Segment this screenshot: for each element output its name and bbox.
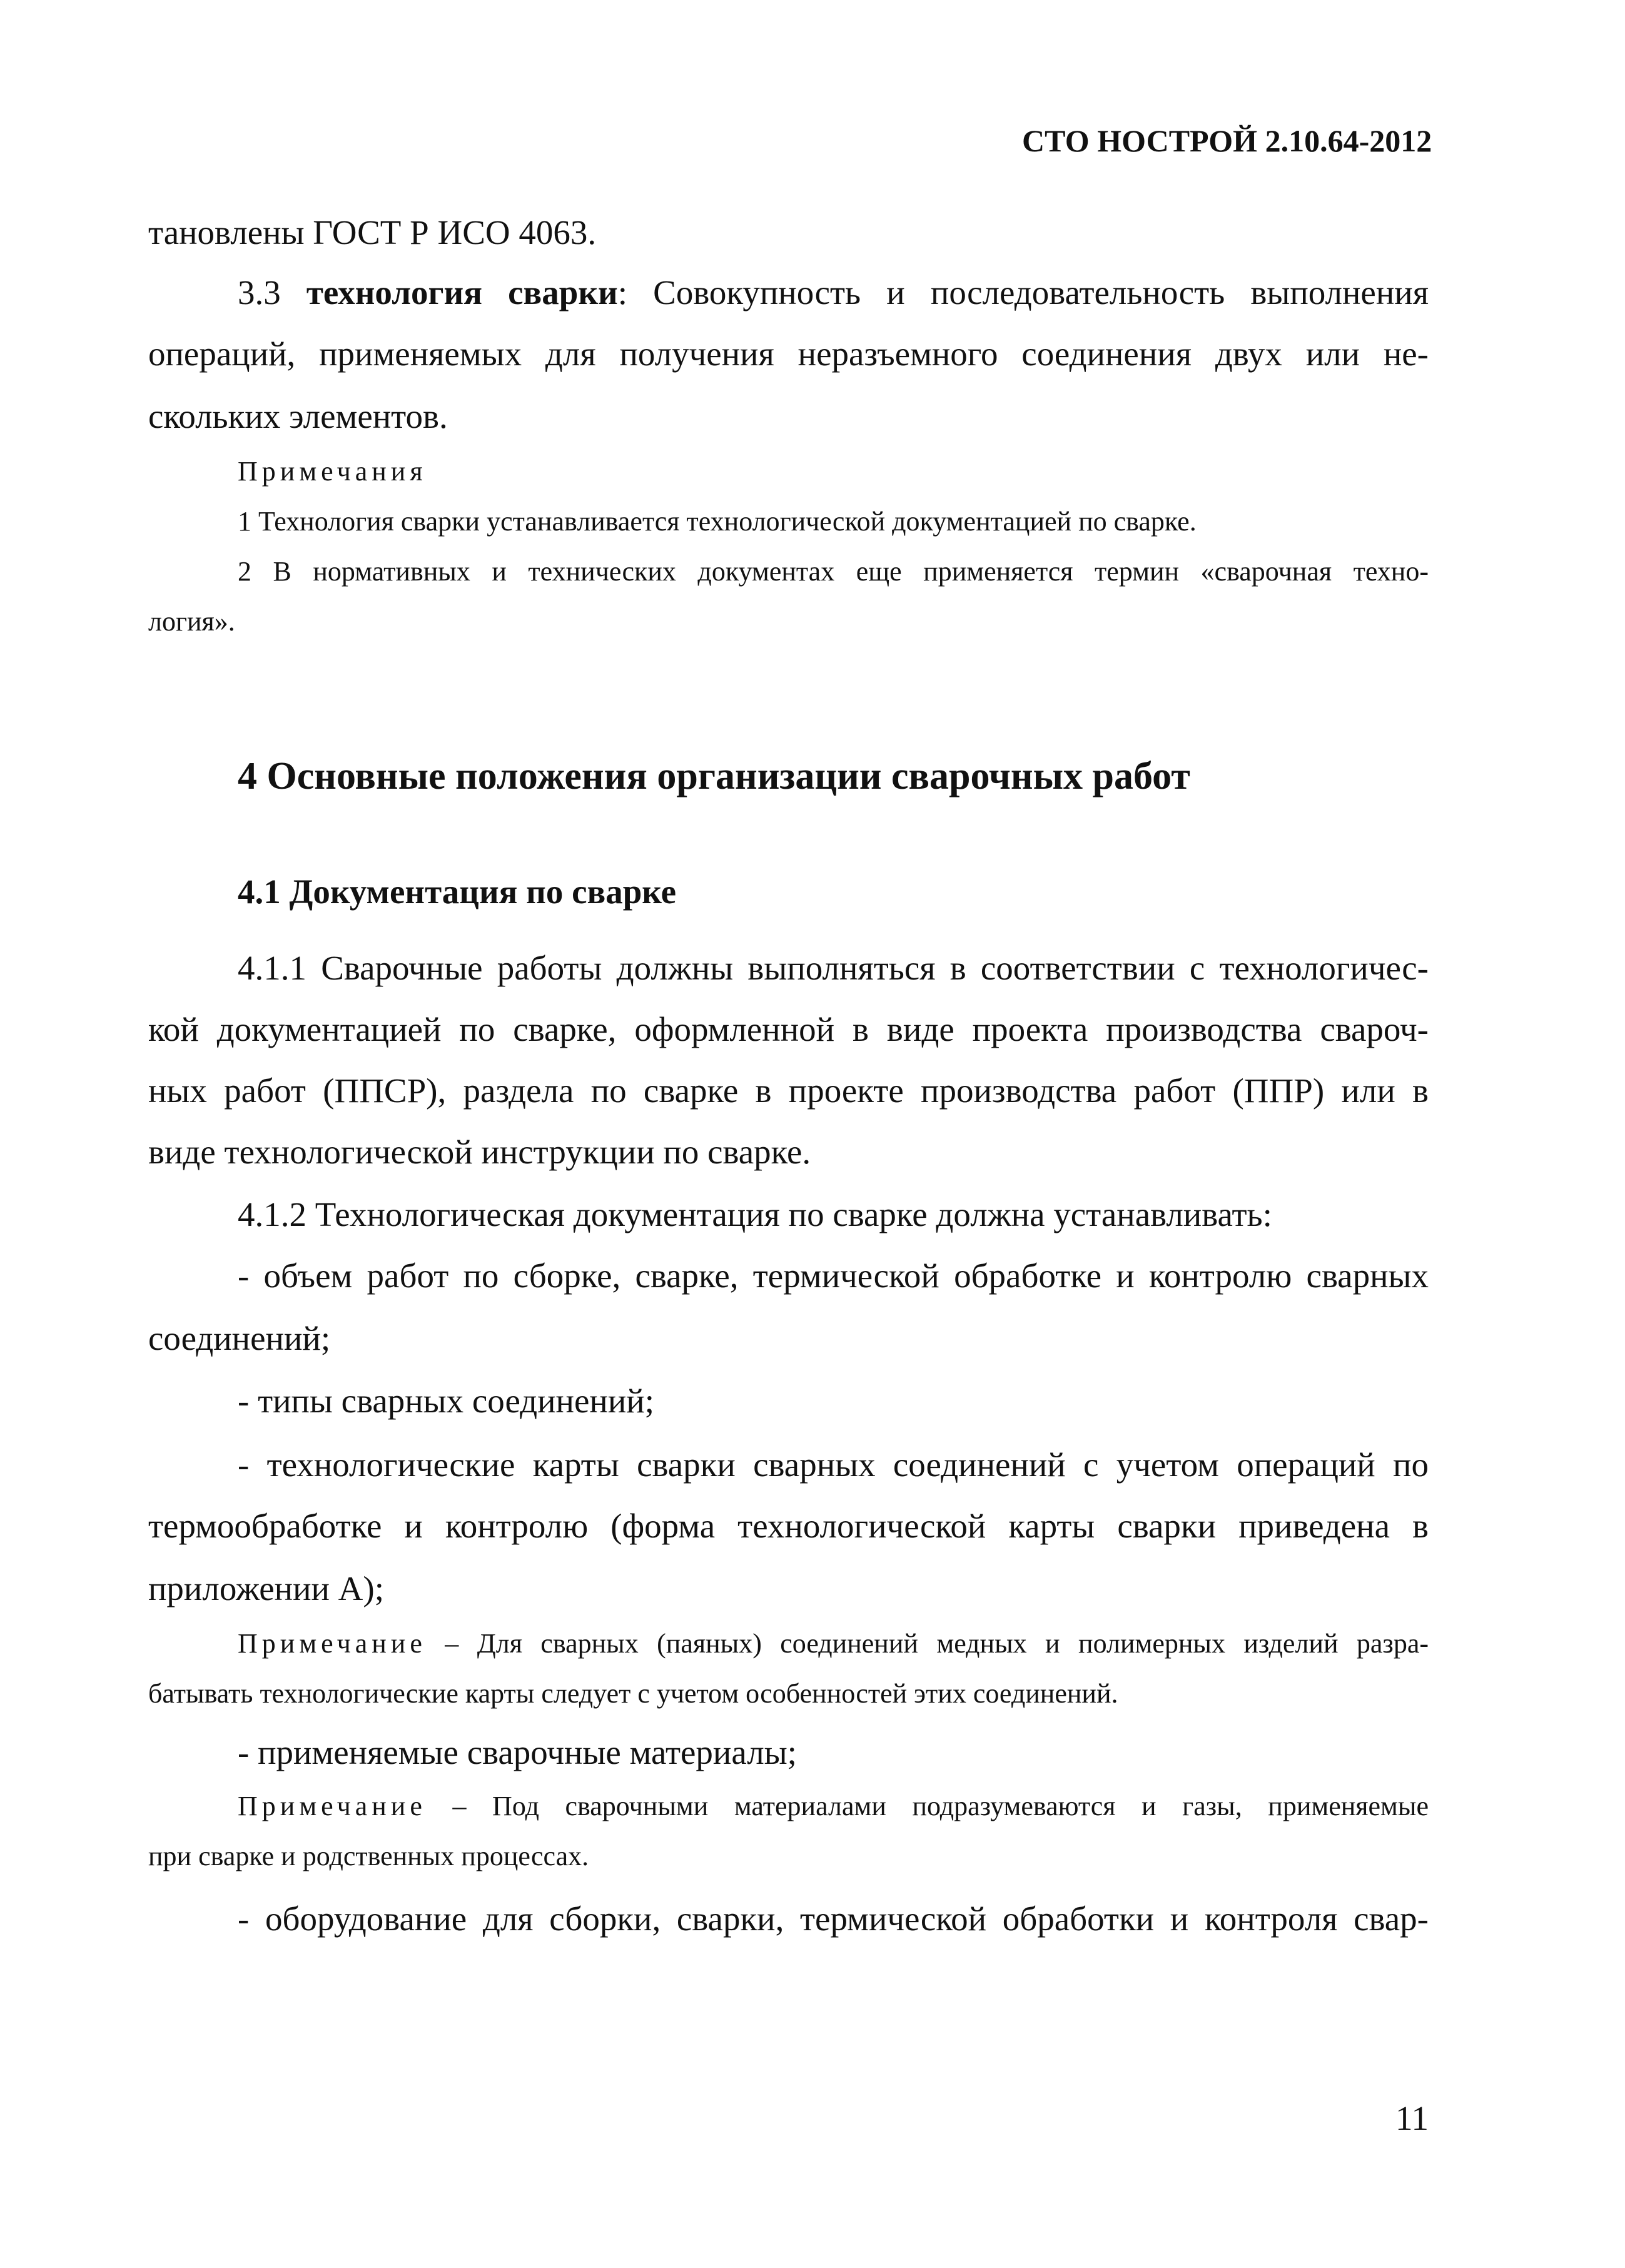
note-text: – Для сварных (паяных) соединений медных и полимерных изделий разра-	[426, 1628, 1429, 1659]
list-item-line: - оборудование для сборки, сварки, термической обработки и контроля свар-	[238, 1900, 1429, 1938]
subsection-heading: 4.1 Документация по сварке	[238, 873, 677, 911]
list-item: - применяемые сварочные материалы;	[238, 1733, 797, 1771]
note-line: батывать технологические карты следует с учетом особенностей этих соединений.	[148, 1678, 1118, 1709]
note-line: 1 Технология сварки устанавливается технологической документацией по сварке.	[238, 506, 1197, 537]
list-item-line: приложении А);	[148, 1569, 384, 1607]
text-line: 4.1.2 Технологическая документация по сварке должна устанавливать:	[238, 1195, 1272, 1233]
section-heading: 4 Основные положения организации сварочных работ	[238, 755, 1190, 797]
term-definition: : Совокупность и последовательность выполнения	[617, 273, 1429, 311]
list-item-line: - технологические карты сварки сварных соединений с учетом операций по	[238, 1445, 1429, 1484]
list-item: - типы сварных соединений;	[238, 1382, 654, 1420]
note-text: – Под сварочными материалами подразумеваются и газы, применяемые	[426, 1791, 1429, 1821]
text-line: скольких элементов.	[148, 397, 448, 435]
note-line	[238, 1790, 1429, 1822]
note-line: при сварке и родственных процессах.	[148, 1841, 589, 1871]
note-line: логия».	[148, 606, 235, 637]
page-number: 11	[1395, 2099, 1429, 2137]
term-number: 3.3	[238, 273, 281, 311]
document-header: СТО НОСТРОЙ 2.10.64-2012	[1022, 123, 1432, 158]
list-item-line: - объем работ по сборке, сварке, термической обработке и контролю сварных	[238, 1257, 1429, 1295]
text-line: 4.1.1 Сварочные работы должны выполняться в соответствии с технологичес-	[238, 949, 1429, 987]
paragraph-3-3-line-1	[238, 273, 1429, 312]
term-name: технология сварки	[306, 273, 618, 311]
note-line: 2 В нормативных и технических документах еще применяется термин «сварочная техно-	[238, 556, 1429, 587]
note-label: Примечание	[238, 1791, 427, 1821]
text-line: тановлены ГОСТ Р ИСО 4063.	[148, 213, 597, 251]
note-line	[238, 1628, 1429, 1659]
text-line: ных работ (ППСР), раздела по сварке в проекте производства работ (ППР) или в	[148, 1071, 1429, 1110]
text-line: виде технологической инструкции по сварке.	[148, 1133, 811, 1171]
text-line: операций, применяемых для получения неразъемного соединения двух или не-	[148, 335, 1429, 373]
list-item-line: термообработке и контролю (форма технологической карты сварки приведена в	[148, 1507, 1429, 1545]
list-item-line: соединений;	[148, 1319, 331, 1357]
notes-label: Примечания	[238, 456, 427, 487]
note-label: Примечание	[238, 1628, 427, 1659]
text-line: кой документацией по сварке, оформленной в виде проекта производства свароч-	[148, 1010, 1429, 1048]
